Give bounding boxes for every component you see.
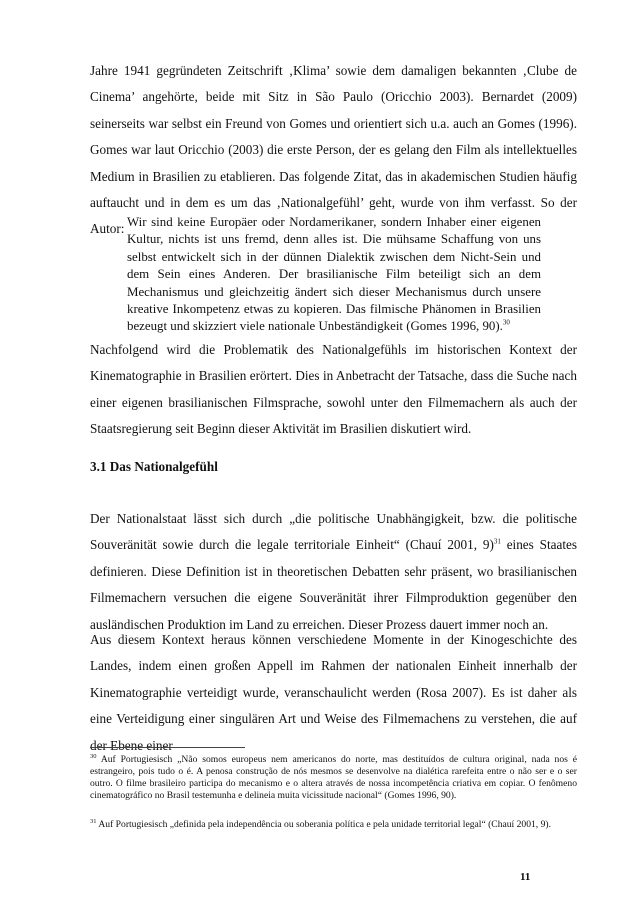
footnote-31	[90, 819, 577, 831]
paragraph-1: Jahre 1941 gegründeten Zeitschrift ‚Klima’ sowie dem damaligen bekannten ‚Clube de Cinema’ angehörte, beide mit Sitz in São Paulo (Oricchio 2003). Bernardet (2009) seinerseits war selbst ein Freund von Gomes und orientiert sich u.a. auch an Gomes (1996). Gomes war laut Oricchio (2003) die erste Person, der es gelang den Film als intellektuelles Medium in Brasilien zu etablieren. Das folgende Zitat, das in akademischen Studien häufig auftaucht und in dem es um das ‚Nationalgefühl’ geht, wurde von ihm verfasst. So der Autor:	[90, 63, 577, 237]
footnote-divider	[90, 747, 245, 748]
page-number: 11	[520, 871, 531, 883]
footnote-30-number: 30	[90, 752, 97, 760]
footnote-30-text: Auf Portugiesisch „Não somos europeus nem americanos do norte, mas destituídos de cultura original, nada nos é estrangeiro, pois tudo o é. A penosa construção de nós mesmos se desenvolve na dialética rarefeita entre o não ser e o ser outro. O filme brasileiro participa do mecanismo e o altera através de nossa incompetência criativa em copiar. O fenômeno cinematográfico no Brasil testemunha e delineia muita vicissitude nacional“ (Gomes 1996, 90).	[90, 754, 577, 802]
paragraph-4: Aus diesem Kontext heraus können verschiedene Momente in der Kinogeschichte des Landes, indem einen großen Appell im Rahmen der nationalen Einheit innerhalb der Kinematographie verteidigt wurde, veranschaulicht werden (Rosa 2007). Es ist daher als eine Verteidigung einer singulären Art und Weise des Filmemachens zu verstehen, die auf der Ebene einer	[90, 632, 577, 753]
footnote-ref-30[interactable]: 30	[502, 319, 510, 328]
footnote-ref-31[interactable]: 31	[493, 538, 501, 547]
paragraph-2: Nachfolgend wird die Problematik des Nationalgefühls im historischen Kontext der Kinematographie in Brasilien erörtert. Dies in Anbetracht der Tatsache, dass die Suche nach einer eigenen brasilianischen Filmsprache, sowohl unter den Filmemachern als auch der Staatsregierung seit Beginn dieser Aktivität im Brasilien diskutiert wird.	[90, 342, 577, 437]
paragraph-3-part-1: Der Nationalstaat lässt sich durch „die politische Unabhängigkeit, bzw. die politische Souveränität sowie durch die legale territoriale Einheit“ (Chauí 2001, 9)	[90, 511, 577, 553]
footnote-31-number: 31	[90, 817, 97, 825]
footnote-30	[90, 754, 577, 802]
paragraph-3	[90, 506, 577, 638]
block-quote	[127, 214, 541, 336]
footnote-31-text: Auf Portugiesisch „definida pela independência ou soberania política e pela unidade territorial legal“ (Chauí 2001, 9).	[96, 819, 551, 830]
section-heading: 3.1 Das Nationalgefühl	[90, 459, 218, 474]
quote-text: Wir sind keine Europäer oder Nordamerikaner, sondern Inhaber einer eigenen Kultur, nichts ist uns fremd, denn alles ist. Die mühsame Schaffung von uns selbst entwickelt sich in der dünnen Dialektik zwischen dem Nicht-Sein und dem Sein eines Anderen. Der brasilianische Film beteiligt sich an dem Mechanismus und gleichzeitig ändert sich dieser Mechanismus durch unsere kreative Inkompetenz etwas zu kopieren. Das filmische Phänomen in Brasilien bezeugt und skizziert viele nationale Unbeständigkeit (Gomes 1996, 90).	[127, 215, 541, 334]
paragraph-3-part-2: eines Staates definieren. Diese Definition ist in theoretischen Debatten sehr präsent, wo brasilianischen Filmemachern versuchen die eigene Souveränität ihrer Filmproduktion gegenüber den ausländischen Produktion im Land zu erreichen. Dieser Prozess dauert immer noch an.	[90, 537, 577, 632]
